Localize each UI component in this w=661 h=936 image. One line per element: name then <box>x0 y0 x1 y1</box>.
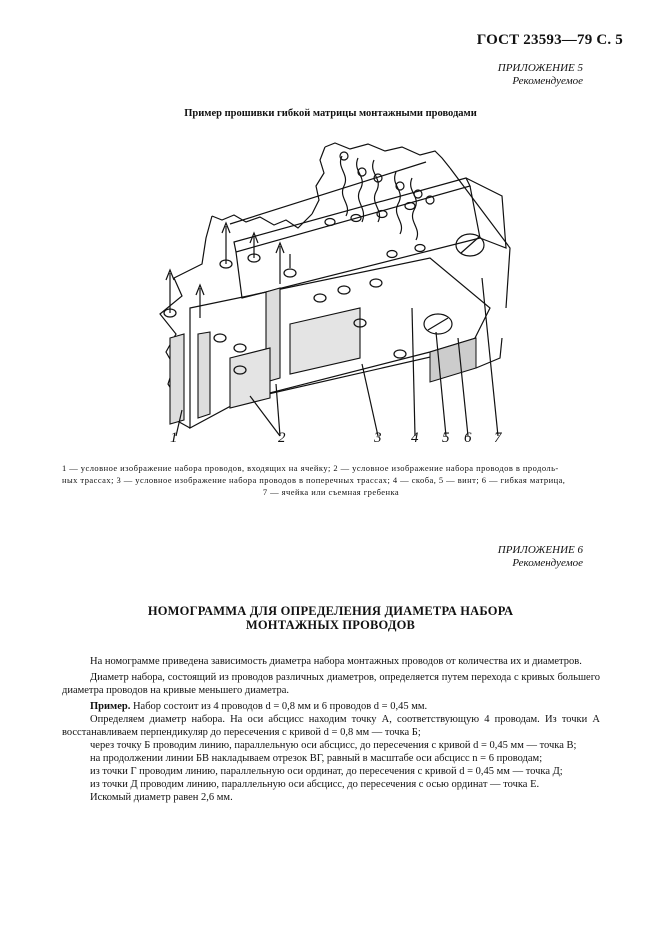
screw-slot <box>428 318 448 330</box>
appendix-6-title: ПРИЛОЖЕНИЕ 6 <box>497 544 583 556</box>
paragraph-5: через точку Б проводим линию, параллельную оси абсцисс, до пересечения с кривой d = 0,45 мм — точка В; <box>90 740 577 751</box>
appendix-5-status: Рекомендуемое <box>512 75 583 87</box>
wire-loops <box>340 152 434 240</box>
label-3: 3 <box>374 430 382 446</box>
label-5: 5 <box>442 430 450 446</box>
caption-line-1: 1 — условное изображение набора проводов, входящих на ячейку; 2 — условное изображение набора проводов в продоль- <box>62 463 559 473</box>
wire-bundle-3 <box>290 308 360 374</box>
appendix-5-block <box>498 62 583 88</box>
wire-bundle-1b <box>198 332 210 418</box>
caption-line-2: ных трассах; 3 — условное изображение набора проводов в поперечных трассах; 4 — скоба, 5 — винт; 6 — гибкая матрица, <box>62 475 566 485</box>
paragraph-8: из точки Д проводим линию, параллельную оси абсцисс, до пересечения с осью ординат — точка Е. <box>90 779 540 790</box>
label-7: 7 <box>494 430 502 446</box>
example-text: Набор состоит из 4 проводов d = 0,8 мм и 6 проводов d = 0,45 мм. <box>132 701 428 712</box>
upper-panel-edge <box>230 162 426 224</box>
bracket-side <box>466 178 506 248</box>
break-line-top <box>325 143 450 168</box>
figure-caption <box>62 462 600 498</box>
matrix-drawing <box>130 138 530 450</box>
paragraph-9: Искомый диаметр равен 2,6 мм. <box>90 792 233 803</box>
section-title-line-2: МОНТАЖНЫХ ПРОВОДОВ <box>245 618 416 632</box>
wire-bundle-2b <box>230 348 270 408</box>
caption-line-3: 7 — ячейка или съемная гребенка <box>262 487 400 497</box>
appendix-6-block <box>498 544 583 570</box>
label-1: 1 <box>170 430 178 446</box>
paragraph-4: Определяем диаметр набора. На оси абсцисс находим точку А, соответствующую 4 проводам. Из точки А восстанавливаем перпендикуляр до пересечения с кривой d = 0,8 мм — точка Б; <box>62 714 600 738</box>
appendix-5-title: ПРИЛОЖЕНИЕ 5 <box>497 62 583 74</box>
example-label: Пример. <box>90 701 131 712</box>
paragraph-1: На номограмме приведена зависимость диаметра набора монтажных проводов от количества их и диаметров. <box>90 656 582 667</box>
label-2: 2 <box>278 430 286 446</box>
appendix-6-status: Рекомендуемое <box>512 557 583 569</box>
section-title-line-1: НОМОГРАММА ДЛЯ ОПРЕДЕЛЕНИЯ ДИАМЕТРА НАБОРА <box>147 604 514 618</box>
section-title <box>0 604 661 632</box>
bracket-top <box>234 178 470 252</box>
label-6: 6 <box>464 430 472 446</box>
paragraph-2: Диаметр набора, состоящий из проводов различных диаметров, определяется путем перехода с кривых большего диаметра проводов на кривые меньшего диаметра. <box>62 672 600 696</box>
paragraph-3 <box>62 700 600 713</box>
break-line-upper <box>312 147 325 214</box>
cell-slot <box>461 237 479 253</box>
section-body <box>62 655 600 804</box>
paragraph-6: на продолжении линии БВ накладываем отрезок ВГ, равный в масштабе оси абсцисс n = 6 проводам; <box>90 753 543 764</box>
paragraph-7: из точки Г проводим линию, параллельную оси ординат, до пересечения с кривой d = 0,45 мм — точка Д; <box>90 766 563 777</box>
figure-title: Пример прошивки гибкой матрицы монтажными проводами <box>184 108 477 119</box>
label-4: 4 <box>411 430 419 446</box>
page-header: ГОСТ 23593—79 С. 5 <box>476 32 623 48</box>
